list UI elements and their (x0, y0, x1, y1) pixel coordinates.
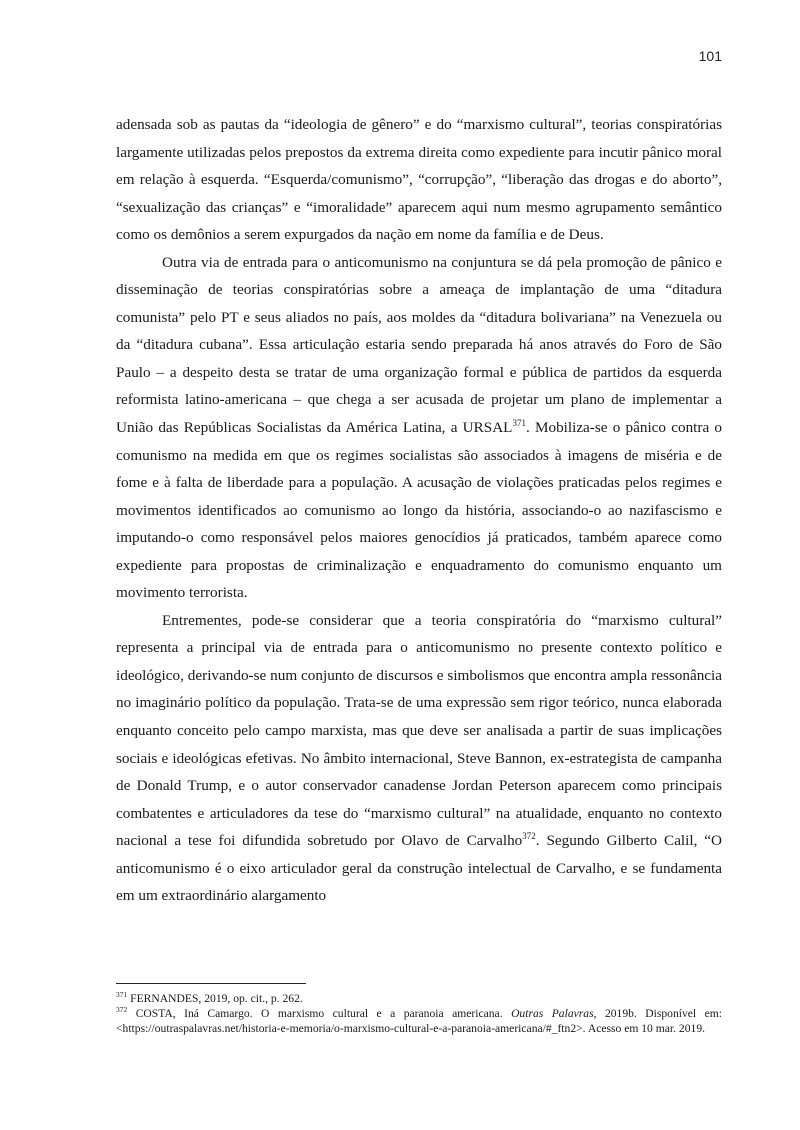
paragraph-3 (116, 607, 722, 910)
paragraph-2 (116, 249, 722, 607)
footnote-number: 371 (116, 990, 128, 1000)
page-number: 101 (698, 48, 722, 64)
paragraph-3-text-cont: . Segundo Gilberto Calil, “O anticomunismo é o eixo articulador geral da construção intelectual de Carvalho, e se fundamenta em um extraordinário alargamento (116, 832, 722, 905)
paragraph-3-text: Entrementes, pode-se considerar que a teoria conspiratória do “marxismo cultural” representa a principal via de entrada para o anticomunismo no presente contexto político e ideológico, derivando-se num conjunto de discursos e simbolismos que encontra ampla ressonância no imaginário político da população. Trata-se de uma expressão sem rigor teórico, nunca elaborada enquanto conceito pelo campo marxista, mas que deve ser analisada a partir de suas implicações sociais e ideológicas efetivas. No âmbito internacional, Steve Bannon, ex-estrategista de campanha de Donald Trump, e o autor conservador canadense Jordan Peterson aparecem como principais combatentes e articuladores da tese do “marxismo cultural” na atualidade, enquanto no contexto nacional a tese foi difundida sobretudo por Olavo de Carvalho (116, 611, 722, 850)
body-text (116, 111, 722, 910)
footnote-ref-371[interactable]: 371 (512, 417, 526, 428)
footnote-371 (116, 991, 722, 1006)
footnote-text: COSTA, Iná Camargo. O marxismo cultural e a paranoia americana. (127, 1007, 512, 1021)
footnote-text-cont: , 2019b. Disponível em: <https://outraspalavras.net/historia-e-memoria/o-marxismo-cultural-e-a-paranoia-americana/#_ftn2>. Acesso em 10 mar. 2019. (116, 1007, 722, 1036)
footnote-publication-title: Outras Palavras (511, 1007, 594, 1021)
footnotes (116, 991, 722, 1037)
footnote-ref-372[interactable]: 372 (522, 831, 536, 842)
paragraph-2-text-cont: . Mobiliza-se o pânico contra o comunismo na medida em que os regimes socialistas são associados à imagens de miséria e de fome e à falta de liberdade para a população. A acusação de violações praticadas pelos regimes e movimentos identificados ao comunismo ao longo da história, associando-o ao nazifascismo e imputando-o como responsável pelos maiores genocídios já praticados, também aparece como expediente para propostas de criminalização e enquadramento do comunismo enquanto um movimento terrorista. (116, 419, 722, 602)
paragraph-1: adensada sob as pautas da “ideologia de gênero” e do “marxismo cultural”, teorias conspiratórias largamente utilizadas pelos prepostos da extrema direita como expediente para incutir pânico moral em relação à esquerda. “Esquerda/comunismo”, “corrupção”, “liberação das drogas e do aborto”, “sexualização das crianças” e “imoralidade” aparecem aqui num mesmo agrupamento semântico como os demônios a serem expurgados da nação em nome da família e de Deus. (116, 116, 722, 244)
footnote-number: 372 (116, 1005, 128, 1015)
footnote-text: FERNANDES, 2019, op. cit., p. 262. (127, 992, 303, 1005)
paragraph-2-text: Outra via de entrada para o anticomunismo na conjuntura se dá pela promoção de pânico e disseminação de teorias conspiratórias sobre a ameaça de implantação de uma “ditadura comunista” pelo PT e seus aliados no país, aos moldes da “ditadura bolivariana” na Venezuela ou da “ditadura cubana”. Essa articulação estaria sendo preparada há anos através do Foro de São Paulo – a despeito desta se tratar de uma organização formal e pública de partidos da esquerda reformista latino-americana – que chega a ser acusada de projetar um plano de implementar a União das Repúblicas Socialistas da América Latina, a URSAL (116, 253, 722, 437)
footnote-divider (116, 983, 306, 984)
footnote-372 (116, 1006, 722, 1036)
